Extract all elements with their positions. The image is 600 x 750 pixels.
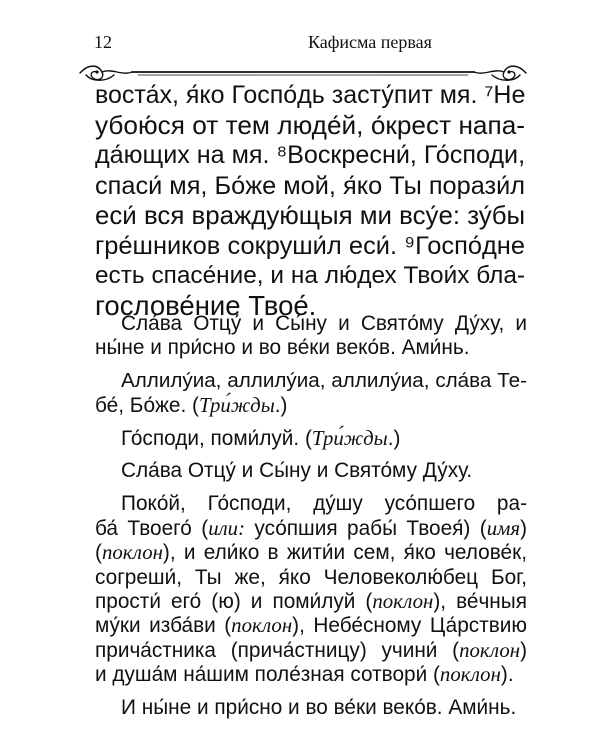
psalm-line: еси́ вся враждую́щыя ми всу́е: зу́бы [95, 201, 526, 230]
text-line [95, 427, 527, 451]
text-line [95, 663, 527, 687]
text-line: И ны́не и при́сно и во ве́ки веко́в. Ами́нь. [121, 695, 517, 719]
page-header [78, 30, 528, 80]
text-line: согреши́, Ты же, я́ко Человеколю́бец Бог, [95, 565, 527, 589]
text-line: Сла́ва Отцу́ и Сы́ну и Свято́му Ду́ху. [121, 459, 473, 483]
gloria-short-paragraph [95, 459, 527, 483]
text-line [95, 614, 527, 638]
gloria-paragraph [95, 312, 527, 361]
amen-paragraph [95, 696, 527, 720]
text-line: Аллилу́иа, аллилу́иа, аллилу́иа, сла́ва Те- [121, 369, 527, 393]
psalm-line: есть спасе́ние, и на лю́дех Твои́х бла- [95, 262, 525, 290]
rubric: поклон [101, 541, 163, 565]
prayers-block [95, 312, 527, 729]
text-fragment: ), и ели́ко в жити́и сем, я́ко челове́к, [162, 541, 527, 565]
repose-paragraph [95, 492, 527, 687]
text-fragment: .) [274, 393, 288, 417]
rubric: поклон [459, 638, 521, 662]
psalm-line: воста́х, я́ко Госпо́дь засту́пит мя. ⁷Не [95, 81, 526, 109]
text-fragment: ), Небе́сному Ца́рствию [292, 614, 527, 638]
text-fragment: ). [500, 663, 514, 687]
rubric: Три́жды [198, 393, 275, 417]
psalm-line: да́ющих на мя. ⁸Воскресни́, Го́споди, [95, 141, 526, 170]
rubric: поклон [372, 589, 434, 613]
text-fragment: прича́стника (прича́стницу) учини́ ( [95, 638, 460, 662]
text-fragment: бе́, Бо́же. ( [95, 393, 199, 417]
text-fragment: прости́ его́ (ю) и поми́луй ( [95, 589, 373, 613]
rubric: поклон [231, 614, 293, 638]
rubric: или: [208, 516, 245, 540]
text-line [95, 639, 527, 663]
alleluia-paragraph [95, 369, 527, 418]
text-fragment: ) [520, 638, 527, 662]
text-line: ны́не и при́сно и во ве́ки веко́в. Ами́нь. [95, 336, 470, 360]
psalm-line: гре́шников сокруши́л еси́. ⁹Госпо́дне [95, 231, 525, 260]
text-fragment: усо́пшия рабы́ Твоея́) ( [245, 516, 487, 540]
running-title: Кафисма первая [308, 32, 432, 52]
text-fragment: ( [95, 541, 102, 565]
text-fragment: и душа́м на́шим поле́зная сотвори́ ( [95, 663, 440, 687]
text-line [95, 590, 527, 614]
text-line: Поко́й, Го́споди, ду́шу усо́пшего ра- [121, 492, 527, 516]
psalm-line: убою́ся от тем люде́й, о́крест напа- [95, 110, 525, 141]
rubric: поклон [439, 663, 501, 687]
rubric: имя [486, 516, 521, 540]
psalm-text [95, 80, 525, 322]
text-fragment: ) [520, 516, 527, 540]
psalm-line: спаси́ мя, Бо́же мой, я́ко Ты порази́л [95, 171, 525, 200]
text-line [95, 541, 527, 565]
text-line [95, 517, 527, 541]
text-fragment: му́ки изба́ви ( [95, 614, 232, 638]
text-fragment: ба́ Твоего́ ( [95, 516, 209, 540]
text-fragment: ), ве́чныя [433, 589, 527, 613]
text-fragment: .) [387, 426, 401, 450]
rubric: Три́жды [311, 426, 388, 450]
text-fragment: Го́споди, поми́луй. ( [121, 426, 312, 450]
page-number: 12 [94, 32, 112, 52]
psalm-line: гослове́ние Твое́. [95, 290, 317, 322]
kyrie-paragraph [95, 427, 527, 451]
text-line [95, 394, 527, 418]
text-line: Сла́ва Отцу́ и Сы́ну и Свято́му Ду́ху, и [121, 312, 527, 335]
